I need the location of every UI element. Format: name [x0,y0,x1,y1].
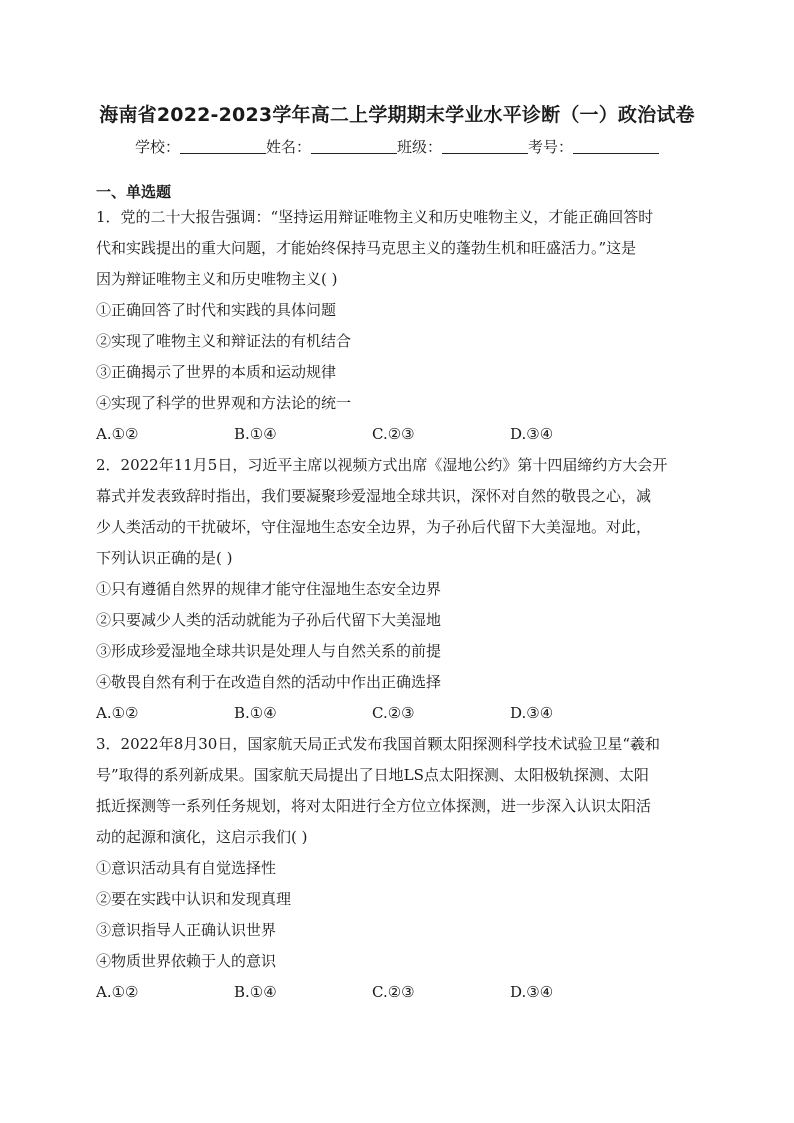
option-c[interactable]: C.②③ [372,704,415,722]
question-stem-line: 2．2022年11月5日，习近平主席以视频方式出席《湿地公约》第十四届缔约方大会开 [96,456,668,474]
question-stem-line: 1．党的二十大报告强调：“坚持运用辩证唯物主义和历史唯物主义，才能正确回答时 [96,208,654,226]
number-label: 考号： [528,138,574,156]
option-a[interactable]: A.①② [96,983,139,1001]
question-stem-line: 抵近探测等一系列任务规划，将对太阳进行全方位立体探测，进一步深入认识太阳活 [96,797,652,815]
option-a[interactable]: A.①② [96,704,139,722]
option-b[interactable]: B.①④ [234,425,277,443]
answer-options [96,419,702,450]
statement-item: ④实现了科学的世界观和方法论的统一 [96,394,352,412]
statement-item: ①正确回答了时代和实践的具体问题 [96,301,337,319]
question-stem-line: 号”取得的系列新成果。国家航天局提出了日地LS点太阳探测、太阳极轨探测、太阳 [96,766,649,784]
class-label: 班级： [397,138,443,156]
statement-item: ②只要减少人类的活动就能为子孙后代留下大美湿地 [96,611,442,629]
answer-options [96,977,702,1008]
option-c[interactable]: C.②③ [372,983,415,1001]
school-blank[interactable] [180,139,266,154]
question-stem-line: 动的起源和演化，这启示我们( ) [96,828,308,846]
statement-item: ③形成珍爱湿地全球共识是处理人与自然关系的前提 [96,642,442,660]
question-list [96,202,702,1008]
number-blank[interactable] [573,139,659,154]
question-1 [96,202,702,450]
option-d[interactable]: D.③④ [510,425,554,443]
student-info-row [0,136,794,157]
option-d[interactable]: D.③④ [510,704,554,722]
class-blank[interactable] [442,139,528,154]
answer-options [96,698,702,729]
statement-item: ③意识指导人正确认识世界 [96,921,277,939]
option-a[interactable]: A.①② [96,425,139,443]
question-3 [96,729,702,1008]
page-title: 海南省2022-2023学年高二上学期期末学业水平诊断（一）政治试卷 [99,104,695,126]
statement-item: ④物质世界依赖于人的意识 [96,952,277,970]
question-stem-line: 下列认识正确的是( ) [96,549,233,567]
option-c[interactable]: C.②③ [372,425,415,443]
question-stem-line: 少人类活动的干扰破坏，守住湿地生态安全边界，为子孙后代留下大美湿地。对此， [96,518,652,536]
statement-item: ②实现了唯物主义和辩证法的有机结合 [96,332,352,350]
name-blank[interactable] [311,139,397,154]
option-b[interactable]: B.①④ [234,983,277,1001]
question-stem-line: 代和实践提出的重大问题，才能始终保持马克思主义的蓬勃生机和旺盛活力。”这是 [96,239,637,257]
option-d[interactable]: D.③④ [510,983,554,1001]
statement-item: ④敬畏自然有利于在改造自然的活动中作出正确选择 [96,673,442,691]
question-stem-line: 3．2022年8月30日，国家航天局正式发布我国首颗太阳探测科学技术试验卫星“羲和 [96,735,661,753]
question-2 [96,450,702,729]
statement-item: ①只有遵循自然界的规律才能守住湿地生态安全边界 [96,580,442,598]
school-label: 学校： [134,138,180,156]
section-heading: 一、单选题 [96,183,172,201]
statement-item: ③正确揭示了世界的本质和运动规律 [96,363,337,381]
name-label: 姓名： [265,138,311,156]
question-stem-line: 幕式并发表致辞时指出，我们要凝聚珍爱湿地全球共识，深怀对自然的敬畏之心，减 [96,487,652,505]
question-stem-line: 因为辩证唯物主义和历史唯物主义( ) [96,270,338,288]
option-b[interactable]: B.①④ [234,704,277,722]
statement-item: ②要在实践中认识和发现真理 [96,890,292,908]
statement-item: ①意识活动具有自觉选择性 [96,859,277,877]
